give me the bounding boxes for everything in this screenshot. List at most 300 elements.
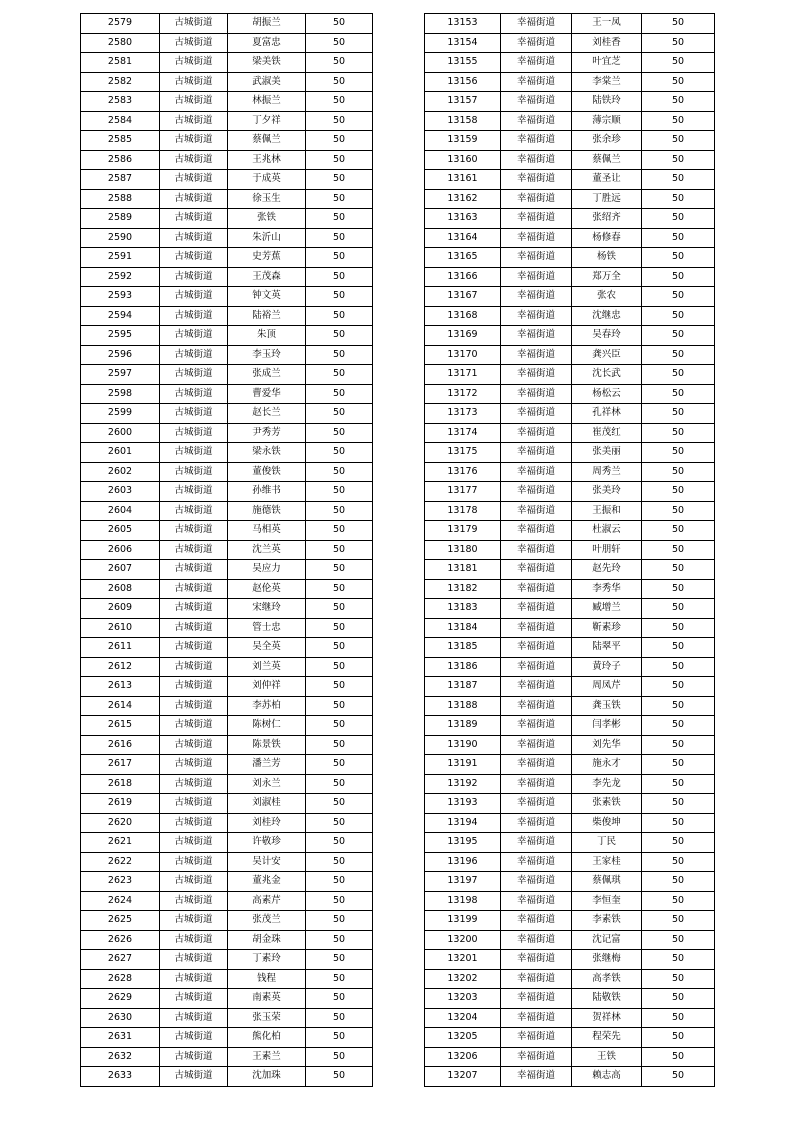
name-cell: 刘桂香 bbox=[572, 33, 642, 53]
name-cell: 李玉玲 bbox=[228, 345, 306, 365]
name-cell: 林振兰 bbox=[228, 92, 306, 112]
street-cell: 古城街道 bbox=[160, 443, 228, 463]
table-row bbox=[81, 989, 373, 1009]
name-cell: 陆铁玲 bbox=[572, 92, 642, 112]
table-row bbox=[425, 462, 715, 482]
name-cell: 武淑美 bbox=[228, 72, 306, 92]
table-row bbox=[81, 716, 373, 736]
table-row bbox=[81, 794, 373, 814]
name-cell: 吴春玲 bbox=[572, 326, 642, 346]
street-cell: 幸福街道 bbox=[501, 833, 572, 853]
serial-number-cell: 2609 bbox=[81, 599, 160, 619]
table-row bbox=[425, 696, 715, 716]
serial-number-cell: 2617 bbox=[81, 755, 160, 775]
serial-number-cell: 2622 bbox=[81, 852, 160, 872]
serial-number-cell: 13192 bbox=[425, 774, 501, 794]
table-row bbox=[81, 384, 373, 404]
table-row bbox=[81, 521, 373, 541]
amount-cell: 50 bbox=[642, 735, 715, 755]
name-cell: 李苏柏 bbox=[228, 696, 306, 716]
table-row bbox=[81, 501, 373, 521]
street-cell: 古城街道 bbox=[160, 14, 228, 34]
serial-number-cell: 13155 bbox=[425, 53, 501, 73]
name-cell: 沈记富 bbox=[572, 930, 642, 950]
amount-cell: 50 bbox=[306, 150, 373, 170]
serial-number-cell: 13195 bbox=[425, 833, 501, 853]
serial-number-cell: 13153 bbox=[425, 14, 501, 34]
table-row bbox=[81, 852, 373, 872]
table-row bbox=[425, 423, 715, 443]
street-cell: 幸福街道 bbox=[501, 209, 572, 229]
serial-number-cell: 13206 bbox=[425, 1047, 501, 1067]
street-cell: 古城街道 bbox=[160, 33, 228, 53]
amount-cell: 50 bbox=[306, 53, 373, 73]
amount-cell: 50 bbox=[306, 92, 373, 112]
table-row bbox=[425, 677, 715, 697]
amount-cell: 50 bbox=[642, 228, 715, 248]
table-row bbox=[425, 911, 715, 931]
street-cell: 幸福街道 bbox=[501, 131, 572, 151]
amount-cell: 50 bbox=[306, 579, 373, 599]
table-row bbox=[81, 930, 373, 950]
street-cell: 古城街道 bbox=[160, 150, 228, 170]
serial-number-cell: 2618 bbox=[81, 774, 160, 794]
street-cell: 幸福街道 bbox=[501, 501, 572, 521]
street-cell: 幸福街道 bbox=[501, 696, 572, 716]
table-row bbox=[425, 14, 715, 34]
serial-number-cell: 13205 bbox=[425, 1028, 501, 1048]
name-cell: 张成兰 bbox=[228, 365, 306, 385]
serial-number-cell: 2590 bbox=[81, 228, 160, 248]
amount-cell: 50 bbox=[642, 1008, 715, 1028]
street-cell: 幸福街道 bbox=[501, 170, 572, 190]
amount-cell: 50 bbox=[642, 540, 715, 560]
serial-number-cell: 13199 bbox=[425, 911, 501, 931]
name-cell: 吴计安 bbox=[228, 852, 306, 872]
amount-cell: 50 bbox=[642, 423, 715, 443]
name-cell: 沈兰英 bbox=[228, 540, 306, 560]
name-cell: 柴俊坤 bbox=[572, 813, 642, 833]
name-cell: 丁胜远 bbox=[572, 189, 642, 209]
serial-number-cell: 2625 bbox=[81, 911, 160, 931]
table-row bbox=[425, 1028, 715, 1048]
amount-cell: 50 bbox=[306, 111, 373, 131]
street-cell: 古城街道 bbox=[160, 92, 228, 112]
serial-number-cell: 13168 bbox=[425, 306, 501, 326]
street-cell: 幸福街道 bbox=[501, 891, 572, 911]
name-cell: 蔡佩兰 bbox=[228, 131, 306, 151]
amount-cell: 50 bbox=[642, 443, 715, 463]
street-cell: 幸福街道 bbox=[501, 716, 572, 736]
table-row bbox=[81, 755, 373, 775]
amount-cell: 50 bbox=[306, 306, 373, 326]
table-row bbox=[81, 1028, 373, 1048]
amount-cell: 50 bbox=[642, 852, 715, 872]
table-row bbox=[425, 92, 715, 112]
street-cell: 幸福街道 bbox=[501, 1028, 572, 1048]
table-row bbox=[425, 53, 715, 73]
table-row bbox=[81, 657, 373, 677]
serial-number-cell: 2612 bbox=[81, 657, 160, 677]
amount-cell: 50 bbox=[306, 774, 373, 794]
serial-number-cell: 13166 bbox=[425, 267, 501, 287]
serial-number-cell: 2627 bbox=[81, 950, 160, 970]
table-row bbox=[425, 72, 715, 92]
serial-number-cell: 13201 bbox=[425, 950, 501, 970]
name-cell: 龚玉铁 bbox=[572, 696, 642, 716]
serial-number-cell: 13160 bbox=[425, 150, 501, 170]
street-cell: 古城街道 bbox=[160, 53, 228, 73]
table-row bbox=[425, 1067, 715, 1087]
name-cell: 刘永兰 bbox=[228, 774, 306, 794]
street-cell: 古城街道 bbox=[160, 618, 228, 638]
name-cell: 张铁 bbox=[228, 209, 306, 229]
name-cell: 熊化柏 bbox=[228, 1028, 306, 1048]
amount-cell: 50 bbox=[642, 92, 715, 112]
street-cell: 古城街道 bbox=[160, 930, 228, 950]
table-row bbox=[425, 560, 715, 580]
street-cell: 古城街道 bbox=[160, 716, 228, 736]
street-cell: 幸福街道 bbox=[501, 228, 572, 248]
table-row bbox=[425, 794, 715, 814]
serial-number-cell: 2623 bbox=[81, 872, 160, 892]
amount-cell: 50 bbox=[306, 716, 373, 736]
name-cell: 张农 bbox=[572, 287, 642, 307]
serial-number-cell: 13203 bbox=[425, 989, 501, 1009]
table-row bbox=[81, 267, 373, 287]
name-cell: 王兆林 bbox=[228, 150, 306, 170]
table-row bbox=[81, 423, 373, 443]
name-cell: 陈景铁 bbox=[228, 735, 306, 755]
name-cell: 杨松云 bbox=[572, 384, 642, 404]
amount-cell: 50 bbox=[642, 33, 715, 53]
street-cell: 幸福街道 bbox=[501, 482, 572, 502]
amount-cell: 50 bbox=[642, 930, 715, 950]
table-row bbox=[425, 540, 715, 560]
name-cell: 杜淑云 bbox=[572, 521, 642, 541]
street-cell: 古城街道 bbox=[160, 1028, 228, 1048]
table-row bbox=[425, 111, 715, 131]
amount-cell: 50 bbox=[642, 111, 715, 131]
name-cell: 张继梅 bbox=[572, 950, 642, 970]
amount-cell: 50 bbox=[642, 462, 715, 482]
name-cell: 臧增兰 bbox=[572, 599, 642, 619]
street-cell: 古城街道 bbox=[160, 404, 228, 424]
name-cell: 周秀兰 bbox=[572, 462, 642, 482]
name-cell: 赖志高 bbox=[572, 1067, 642, 1087]
amount-cell: 50 bbox=[306, 657, 373, 677]
name-cell: 李秀华 bbox=[572, 579, 642, 599]
amount-cell: 50 bbox=[642, 209, 715, 229]
table-row bbox=[81, 150, 373, 170]
name-cell: 张玉荣 bbox=[228, 1008, 306, 1028]
street-cell: 幸福街道 bbox=[501, 404, 572, 424]
name-cell: 崔茂红 bbox=[572, 423, 642, 443]
serial-number-cell: 2584 bbox=[81, 111, 160, 131]
street-cell: 古城街道 bbox=[160, 462, 228, 482]
name-cell: 叶宜芝 bbox=[572, 53, 642, 73]
amount-cell: 50 bbox=[306, 287, 373, 307]
name-cell: 陆敬铁 bbox=[572, 989, 642, 1009]
name-cell: 高孝铁 bbox=[572, 969, 642, 989]
table-row bbox=[81, 365, 373, 385]
serial-number-cell: 13185 bbox=[425, 638, 501, 658]
serial-number-cell: 13165 bbox=[425, 248, 501, 268]
name-cell: 潘兰芳 bbox=[228, 755, 306, 775]
serial-number-cell: 2632 bbox=[81, 1047, 160, 1067]
serial-number-cell: 13202 bbox=[425, 969, 501, 989]
table-row bbox=[81, 950, 373, 970]
street-cell: 幸福街道 bbox=[501, 521, 572, 541]
serial-number-cell: 13170 bbox=[425, 345, 501, 365]
serial-number-cell: 2582 bbox=[81, 72, 160, 92]
amount-cell: 50 bbox=[306, 989, 373, 1009]
street-cell: 古城街道 bbox=[160, 131, 228, 151]
name-cell: 张茂兰 bbox=[228, 911, 306, 931]
serial-number-cell: 2602 bbox=[81, 462, 160, 482]
street-cell: 幸福街道 bbox=[501, 326, 572, 346]
street-cell: 古城街道 bbox=[160, 657, 228, 677]
serial-number-cell: 13174 bbox=[425, 423, 501, 443]
table-row bbox=[81, 326, 373, 346]
serial-number-cell: 13172 bbox=[425, 384, 501, 404]
amount-cell: 50 bbox=[642, 521, 715, 541]
serial-number-cell: 2580 bbox=[81, 33, 160, 53]
amount-cell: 50 bbox=[642, 482, 715, 502]
street-cell: 古城街道 bbox=[160, 326, 228, 346]
street-cell: 古城街道 bbox=[160, 521, 228, 541]
name-cell: 程荣先 bbox=[572, 1028, 642, 1048]
amount-cell: 50 bbox=[306, 267, 373, 287]
name-cell: 夏富忠 bbox=[228, 33, 306, 53]
amount-cell: 50 bbox=[306, 345, 373, 365]
table-row bbox=[425, 599, 715, 619]
street-cell: 古城街道 bbox=[160, 833, 228, 853]
amount-cell: 50 bbox=[306, 228, 373, 248]
amount-cell: 50 bbox=[306, 14, 373, 34]
serial-number-cell: 13193 bbox=[425, 794, 501, 814]
name-cell: 朱顶 bbox=[228, 326, 306, 346]
serial-number-cell: 2589 bbox=[81, 209, 160, 229]
street-cell: 幸福街道 bbox=[501, 287, 572, 307]
name-cell: 钱程 bbox=[228, 969, 306, 989]
street-cell: 幸福街道 bbox=[501, 735, 572, 755]
amount-cell: 50 bbox=[642, 579, 715, 599]
name-cell: 施德铁 bbox=[228, 501, 306, 521]
serial-number-cell: 2579 bbox=[81, 14, 160, 34]
amount-cell: 50 bbox=[306, 72, 373, 92]
street-cell: 幸福街道 bbox=[501, 462, 572, 482]
name-cell: 张余珍 bbox=[572, 131, 642, 151]
name-cell: 郑万全 bbox=[572, 267, 642, 287]
amount-cell: 50 bbox=[642, 872, 715, 892]
street-cell: 古城街道 bbox=[160, 170, 228, 190]
name-cell: 刘桂玲 bbox=[228, 813, 306, 833]
serial-number-cell: 13169 bbox=[425, 326, 501, 346]
table-row bbox=[81, 911, 373, 931]
street-cell: 古城街道 bbox=[160, 1008, 228, 1028]
street-cell: 幸福街道 bbox=[501, 540, 572, 560]
street-cell: 古城街道 bbox=[160, 540, 228, 560]
serial-number-cell: 2624 bbox=[81, 891, 160, 911]
left-table bbox=[80, 13, 373, 1087]
table-row bbox=[81, 540, 373, 560]
name-cell: 杨铁 bbox=[572, 248, 642, 268]
name-cell: 李恒奎 bbox=[572, 891, 642, 911]
street-cell: 幸福街道 bbox=[501, 1067, 572, 1087]
street-cell: 幸福街道 bbox=[501, 33, 572, 53]
table-row bbox=[425, 852, 715, 872]
table-row bbox=[425, 482, 715, 502]
name-cell: 张素铁 bbox=[572, 794, 642, 814]
name-cell: 丁素玲 bbox=[228, 950, 306, 970]
street-cell: 幸福街道 bbox=[501, 267, 572, 287]
serial-number-cell: 2586 bbox=[81, 150, 160, 170]
table-row bbox=[425, 930, 715, 950]
table-row bbox=[81, 1067, 373, 1087]
table-row bbox=[425, 521, 715, 541]
street-cell: 古城街道 bbox=[160, 735, 228, 755]
serial-number-cell: 2615 bbox=[81, 716, 160, 736]
amount-cell: 50 bbox=[306, 365, 373, 385]
serial-number-cell: 2595 bbox=[81, 326, 160, 346]
table-row bbox=[425, 384, 715, 404]
right-table bbox=[424, 13, 715, 1087]
street-cell: 古城街道 bbox=[160, 1047, 228, 1067]
name-cell: 王一凤 bbox=[572, 14, 642, 34]
street-cell: 古城街道 bbox=[160, 1067, 228, 1087]
serial-number-cell: 2630 bbox=[81, 1008, 160, 1028]
name-cell: 宋继玲 bbox=[228, 599, 306, 619]
amount-cell: 50 bbox=[642, 384, 715, 404]
serial-number-cell: 2598 bbox=[81, 384, 160, 404]
serial-number-cell: 13177 bbox=[425, 482, 501, 502]
street-cell: 古城街道 bbox=[160, 189, 228, 209]
name-cell: 董圣让 bbox=[572, 170, 642, 190]
amount-cell: 50 bbox=[642, 404, 715, 424]
table-row bbox=[425, 287, 715, 307]
amount-cell: 50 bbox=[306, 755, 373, 775]
table-row bbox=[425, 755, 715, 775]
amount-cell: 50 bbox=[306, 209, 373, 229]
serial-number-cell: 13197 bbox=[425, 872, 501, 892]
street-cell: 幸福街道 bbox=[501, 365, 572, 385]
serial-number-cell: 2597 bbox=[81, 365, 160, 385]
serial-number-cell: 2600 bbox=[81, 423, 160, 443]
serial-number-cell: 13175 bbox=[425, 443, 501, 463]
serial-number-cell: 13164 bbox=[425, 228, 501, 248]
table-row bbox=[81, 170, 373, 190]
name-cell: 王振和 bbox=[572, 501, 642, 521]
right-table-body bbox=[425, 14, 715, 1087]
serial-number-cell: 2605 bbox=[81, 521, 160, 541]
serial-number-cell: 13162 bbox=[425, 189, 501, 209]
amount-cell: 50 bbox=[306, 248, 373, 268]
amount-cell: 50 bbox=[306, 326, 373, 346]
table-row bbox=[425, 267, 715, 287]
amount-cell: 50 bbox=[306, 404, 373, 424]
serial-number-cell: 2616 bbox=[81, 735, 160, 755]
street-cell: 幸福街道 bbox=[501, 1047, 572, 1067]
street-cell: 幸福街道 bbox=[501, 638, 572, 658]
name-cell: 张绍齐 bbox=[572, 209, 642, 229]
name-cell: 张美玲 bbox=[572, 482, 642, 502]
name-cell: 赵伦英 bbox=[228, 579, 306, 599]
table-row bbox=[81, 404, 373, 424]
serial-number-cell: 2604 bbox=[81, 501, 160, 521]
amount-cell: 50 bbox=[306, 677, 373, 697]
amount-cell: 50 bbox=[306, 852, 373, 872]
name-cell: 李先龙 bbox=[572, 774, 642, 794]
table-row bbox=[81, 579, 373, 599]
street-cell: 幸福街道 bbox=[501, 92, 572, 112]
amount-cell: 50 bbox=[642, 696, 715, 716]
street-cell: 古城街道 bbox=[160, 891, 228, 911]
name-cell: 王家桂 bbox=[572, 852, 642, 872]
amount-cell: 50 bbox=[306, 638, 373, 658]
amount-cell: 50 bbox=[306, 482, 373, 502]
street-cell: 幸福街道 bbox=[501, 794, 572, 814]
serial-number-cell: 2629 bbox=[81, 989, 160, 1009]
serial-number-cell: 2592 bbox=[81, 267, 160, 287]
amount-cell: 50 bbox=[642, 677, 715, 697]
table-row bbox=[425, 716, 715, 736]
amount-cell: 50 bbox=[642, 911, 715, 931]
name-cell: 叶朋轩 bbox=[572, 540, 642, 560]
street-cell: 幸福街道 bbox=[501, 306, 572, 326]
table-row bbox=[81, 1008, 373, 1028]
amount-cell: 50 bbox=[642, 774, 715, 794]
street-cell: 古城街道 bbox=[160, 209, 228, 229]
table-row bbox=[425, 306, 715, 326]
table-row bbox=[425, 872, 715, 892]
amount-cell: 50 bbox=[642, 716, 715, 736]
street-cell: 古城街道 bbox=[160, 774, 228, 794]
serial-number-cell: 13180 bbox=[425, 540, 501, 560]
table-row bbox=[81, 560, 373, 580]
serial-number-cell: 2614 bbox=[81, 696, 160, 716]
amount-cell: 50 bbox=[306, 599, 373, 619]
street-cell: 古城街道 bbox=[160, 969, 228, 989]
street-cell: 古城街道 bbox=[160, 794, 228, 814]
street-cell: 幸福街道 bbox=[501, 1008, 572, 1028]
serial-number-cell: 2607 bbox=[81, 560, 160, 580]
serial-number-cell: 13184 bbox=[425, 618, 501, 638]
amount-cell: 50 bbox=[642, 657, 715, 677]
serial-number-cell: 13191 bbox=[425, 755, 501, 775]
serial-number-cell: 13173 bbox=[425, 404, 501, 424]
amount-cell: 50 bbox=[306, 560, 373, 580]
table-row bbox=[81, 599, 373, 619]
table-row bbox=[81, 833, 373, 853]
street-cell: 幸福街道 bbox=[501, 560, 572, 580]
table-row bbox=[81, 813, 373, 833]
amount-cell: 50 bbox=[642, 813, 715, 833]
name-cell: 蔡佩琪 bbox=[572, 872, 642, 892]
name-cell: 梁永铁 bbox=[228, 443, 306, 463]
amount-cell: 50 bbox=[642, 989, 715, 1009]
amount-cell: 50 bbox=[306, 131, 373, 151]
street-cell: 幸福街道 bbox=[501, 150, 572, 170]
name-cell: 刘仲祥 bbox=[228, 677, 306, 697]
amount-cell: 50 bbox=[306, 969, 373, 989]
table-row bbox=[81, 33, 373, 53]
serial-number-cell: 13154 bbox=[425, 33, 501, 53]
street-cell: 幸福街道 bbox=[501, 248, 572, 268]
table-row bbox=[81, 969, 373, 989]
amount-cell: 50 bbox=[306, 872, 373, 892]
street-cell: 幸福街道 bbox=[501, 852, 572, 872]
